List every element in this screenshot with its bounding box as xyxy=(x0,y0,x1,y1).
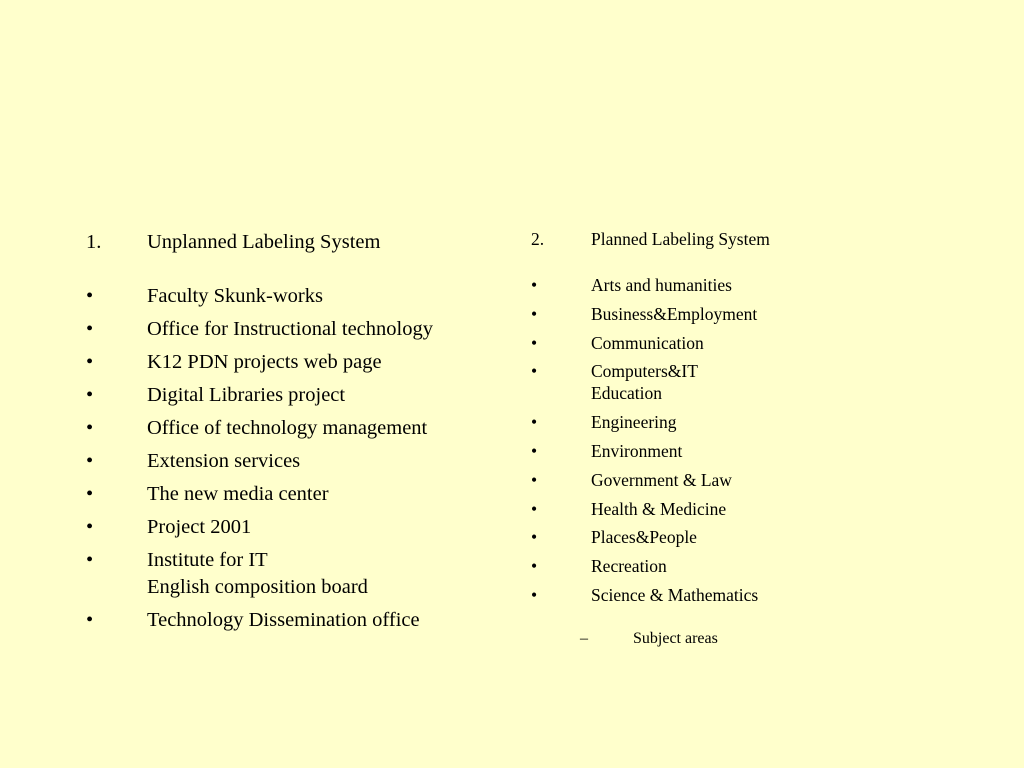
heading-label: Unplanned Labeling System xyxy=(147,231,381,253)
bullet-marker: • xyxy=(86,549,94,571)
list-item-label-continuation: English composition board xyxy=(147,576,368,598)
list-item xyxy=(531,498,951,520)
unplanned-labeling-column xyxy=(86,229,506,640)
list-item xyxy=(531,360,951,404)
list-item xyxy=(86,481,506,508)
dash-marker: – xyxy=(580,629,588,647)
bullet-marker: • xyxy=(86,516,94,538)
list-item-label: Engineering xyxy=(591,412,677,433)
list-item-label: Computers&IT xyxy=(591,361,698,382)
bullet-marker: • xyxy=(531,527,538,548)
list-item xyxy=(86,382,506,409)
sub-item-label: Subject areas xyxy=(633,629,718,647)
list-item-label: Extension services xyxy=(147,450,301,472)
list-item xyxy=(86,448,506,475)
list-item-label: Environment xyxy=(591,440,683,461)
list-item xyxy=(86,283,506,310)
list-item xyxy=(86,514,506,541)
bullet-marker: • xyxy=(86,318,94,340)
heading-number: 2. xyxy=(531,229,545,249)
list-item xyxy=(531,303,951,325)
list-item-label: Project 2001 xyxy=(147,516,252,538)
unplanned-heading xyxy=(86,229,506,256)
heading-label: Planned Labeling System xyxy=(591,229,770,249)
list-item-label: The new media center xyxy=(147,483,329,505)
bullet-marker: • xyxy=(531,440,538,461)
bullet-marker: • xyxy=(531,584,538,605)
list-item-label: Business&Employment xyxy=(591,303,758,324)
list-item-label-continuation: Education xyxy=(591,383,662,404)
bullet-marker: • xyxy=(531,469,538,490)
list-item-label: Office of technology management xyxy=(147,417,428,439)
bullet-marker: • xyxy=(531,498,538,519)
planned-heading xyxy=(531,228,951,250)
bullet-marker: • xyxy=(531,361,538,382)
list-item-label: Institute for IT xyxy=(147,549,268,571)
list-item xyxy=(86,316,506,343)
bullet-marker: • xyxy=(531,275,538,295)
list-item-label: Recreation xyxy=(591,556,667,577)
list-item xyxy=(531,584,951,606)
heading-number: 1. xyxy=(86,231,102,253)
list-item xyxy=(531,440,951,462)
bullet-marker: • xyxy=(86,483,94,505)
list-item-label: Science & Mathematics xyxy=(591,584,759,605)
list-item-label: Faculty Skunk-works xyxy=(147,285,323,307)
list-item-label: Office for Instructional technology xyxy=(147,318,433,340)
bullet-marker: • xyxy=(86,285,94,307)
bullet-marker: • xyxy=(86,384,94,406)
list-item-label: Technology Dissemination office xyxy=(147,609,420,631)
list-item-label: Arts and humanities xyxy=(591,275,732,295)
planned-labeling-column xyxy=(531,228,951,649)
list-item xyxy=(86,547,506,601)
list-item xyxy=(531,332,951,354)
list-item xyxy=(531,469,951,491)
list-item xyxy=(531,526,951,548)
list-item-label: Health & Medicine xyxy=(591,498,727,519)
bullet-marker: • xyxy=(86,609,94,631)
bullet-marker: • xyxy=(86,351,94,373)
list-item xyxy=(531,274,951,296)
list-item-label: K12 PDN projects web page xyxy=(147,351,382,373)
bullet-marker: • xyxy=(531,303,538,324)
bullet-marker: • xyxy=(531,332,538,353)
list-item xyxy=(86,415,506,442)
list-item xyxy=(531,411,951,433)
list-item xyxy=(86,349,506,376)
bullet-marker: • xyxy=(531,556,538,577)
list-item-label: Places&People xyxy=(591,527,697,548)
bullet-marker: • xyxy=(86,450,94,472)
list-item-label: Government & Law xyxy=(591,469,732,490)
list-item-label: Communication xyxy=(591,332,704,353)
sub-item-subject-areas xyxy=(531,629,951,649)
list-item xyxy=(531,555,951,577)
list-item xyxy=(86,607,506,634)
bullet-marker: • xyxy=(86,417,94,439)
bullet-marker: • xyxy=(531,412,538,433)
list-item-label: Digital Libraries project xyxy=(147,384,346,406)
